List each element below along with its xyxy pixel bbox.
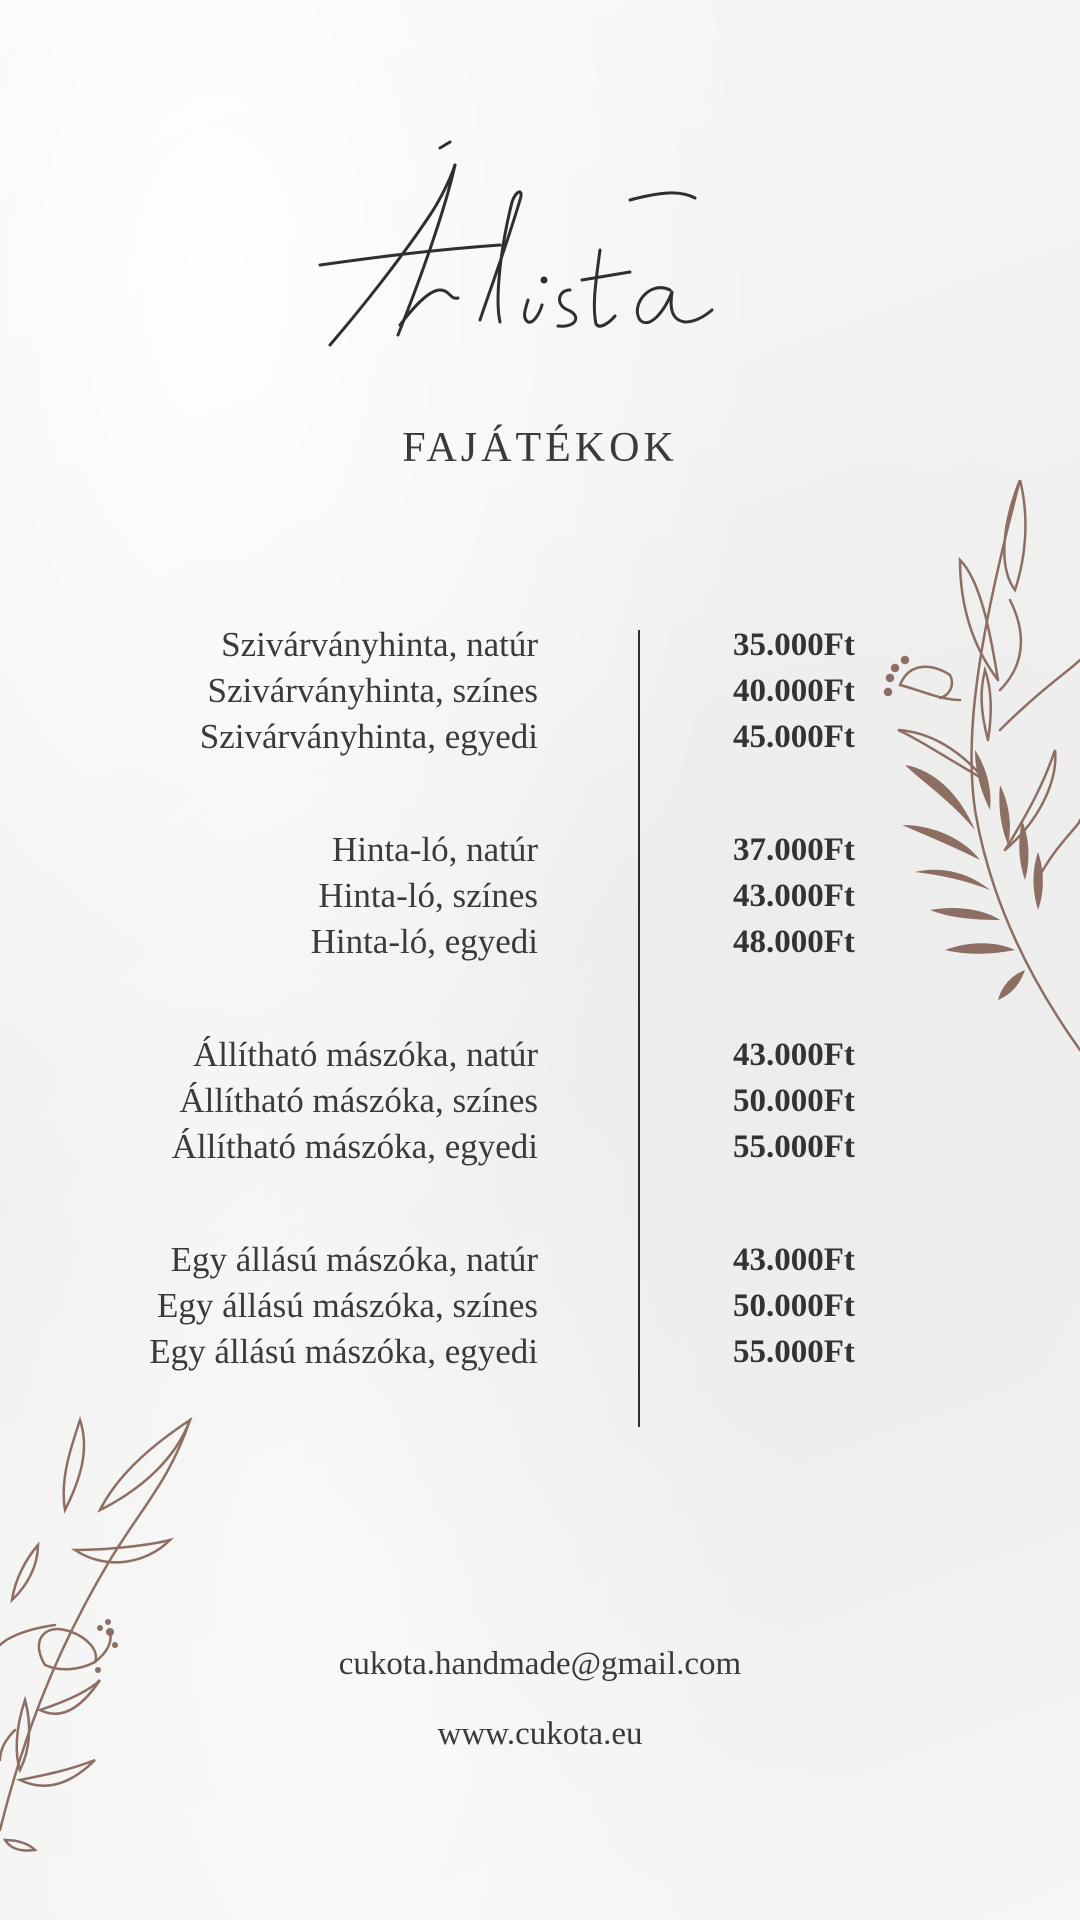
- item-name: Szivárványhinta, natúr: [221, 625, 538, 664]
- item-name: Szivárványhinta, színes: [207, 671, 538, 710]
- price-row: [0, 1124, 1080, 1170]
- item-name: Hinta-ló, színes: [318, 876, 538, 915]
- item-price: 48.000Ft: [733, 924, 855, 960]
- item-name: Szivárványhinta, egyedi: [199, 717, 538, 756]
- price-row: [0, 1078, 1080, 1124]
- item-name: Egy állású mászóka, natúr: [170, 1240, 538, 1279]
- price-row: [0, 1283, 1080, 1329]
- item-name: Egy állású mászóka, színes: [156, 1286, 538, 1325]
- item-name: Állítható mászóka, natúr: [192, 1035, 538, 1074]
- contact-email[interactable]: cukota.handmade@gmail.com: [338, 1646, 742, 1682]
- item-price: 55.000Ft: [733, 1334, 855, 1370]
- item-price: 45.000Ft: [733, 719, 855, 755]
- price-row: [0, 1237, 1080, 1283]
- section-heading: FAJÁTÉKOK: [402, 425, 678, 471]
- price-group-egy-allasu-maszoka: [0, 1237, 1080, 1375]
- item-name: Hinta-ló, egyedi: [310, 922, 538, 961]
- item-price: 37.000Ft: [733, 832, 855, 868]
- item-price: 43.000Ft: [733, 1242, 855, 1278]
- page-title: [300, 140, 760, 360]
- item-price: 50.000Ft: [733, 1083, 855, 1119]
- item-price: 55.000Ft: [733, 1129, 855, 1165]
- item-name: Hinta-ló, natúr: [331, 830, 538, 869]
- price-row: [0, 1329, 1080, 1375]
- contact-website[interactable]: www.cukota.eu: [437, 1716, 643, 1752]
- script-title-text: [300, 140, 760, 320]
- item-price: 43.000Ft: [733, 878, 855, 914]
- item-name: Egy állású mászóka, egyedi: [149, 1332, 538, 1371]
- item-name: Állítható mászóka, színes: [179, 1081, 538, 1120]
- item-price: 40.000Ft: [733, 673, 855, 709]
- item-price: 43.000Ft: [733, 1037, 855, 1073]
- floral-branch-icon: [0, 1400, 200, 1860]
- item-name: Állítható mászóka, egyedi: [171, 1127, 538, 1166]
- item-price: 35.000Ft: [733, 627, 855, 663]
- item-price: 50.000Ft: [733, 1288, 855, 1324]
- floral-branch-icon: [880, 480, 1080, 1060]
